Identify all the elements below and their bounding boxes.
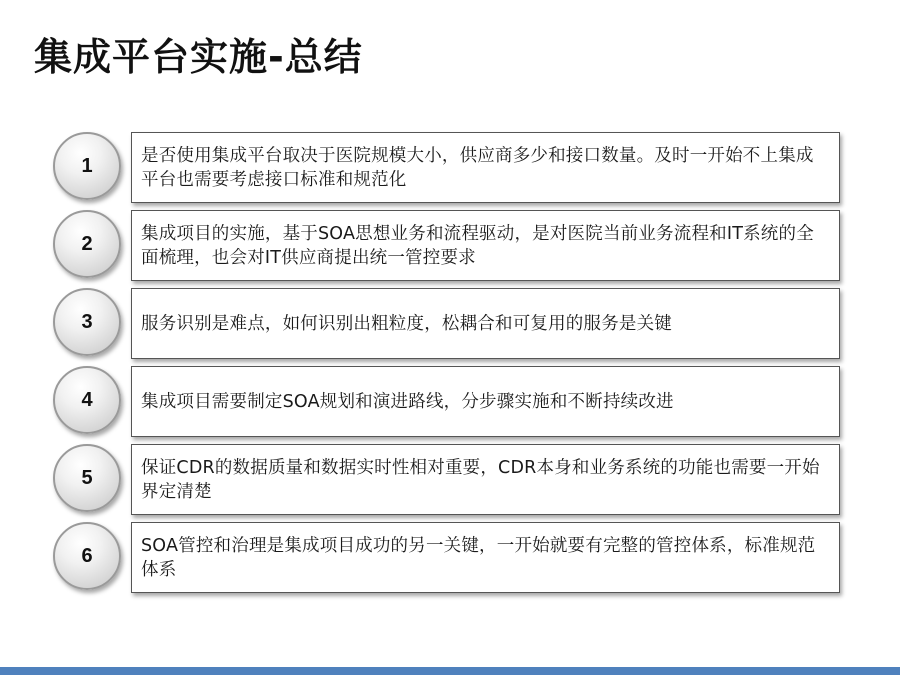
summary-text-box xyxy=(131,366,840,437)
bottom-accent-bar xyxy=(0,667,900,675)
summary-text-box xyxy=(131,288,840,359)
number-badge xyxy=(53,444,121,512)
summary-text: 服务识别是难点，如何识别出粗粒度，松耦合和可复用的服务是关键 xyxy=(141,313,672,334)
summary-text-box xyxy=(131,522,840,593)
summary-item xyxy=(0,132,900,204)
number-label: 4 xyxy=(81,388,93,411)
number-label: 5 xyxy=(81,466,93,489)
summary-item xyxy=(0,366,900,438)
number-label: 1 xyxy=(81,154,93,177)
summary-text: 保证CDR的数据质量和数据实时性相对重要，CDR本身和业务系统的功能也需要一开始界定清楚 xyxy=(141,457,820,502)
number-badge xyxy=(53,210,121,278)
summary-item xyxy=(0,522,900,594)
summary-text: 是否使用集成平台取决于医院规模大小，供应商多少和接口数量。及时一开始不上集成平台也需要考虑接口标准和规范化 xyxy=(141,145,814,190)
number-badge xyxy=(53,288,121,356)
summary-text: 集成项目的实施，基于SOA思想业务和流程驱动，是对医院当前业务流程和IT系统的全面梳理，也会对IT供应商提出统一管控要求 xyxy=(141,223,814,268)
summary-text-box xyxy=(131,444,840,515)
summary-text: SOA管控和治理是集成项目成功的另一关键，一开始就要有完整的管控体系，标准规范体系 xyxy=(141,535,816,580)
number-label: 3 xyxy=(81,310,93,333)
number-label: 2 xyxy=(81,232,93,255)
summary-item xyxy=(0,210,900,282)
number-badge xyxy=(53,366,121,434)
number-badge xyxy=(53,522,121,590)
summary-text-box xyxy=(131,210,840,281)
summary-item xyxy=(0,288,900,360)
number-label: 6 xyxy=(81,544,93,567)
number-badge xyxy=(53,132,121,200)
summary-text: 集成项目需要制定SOA规划和演进路线，分步骤实施和不断持续改进 xyxy=(141,391,674,412)
summary-item xyxy=(0,444,900,516)
summary-text-box xyxy=(131,132,840,203)
slide-title: 集成平台实施-总结 xyxy=(34,35,363,79)
